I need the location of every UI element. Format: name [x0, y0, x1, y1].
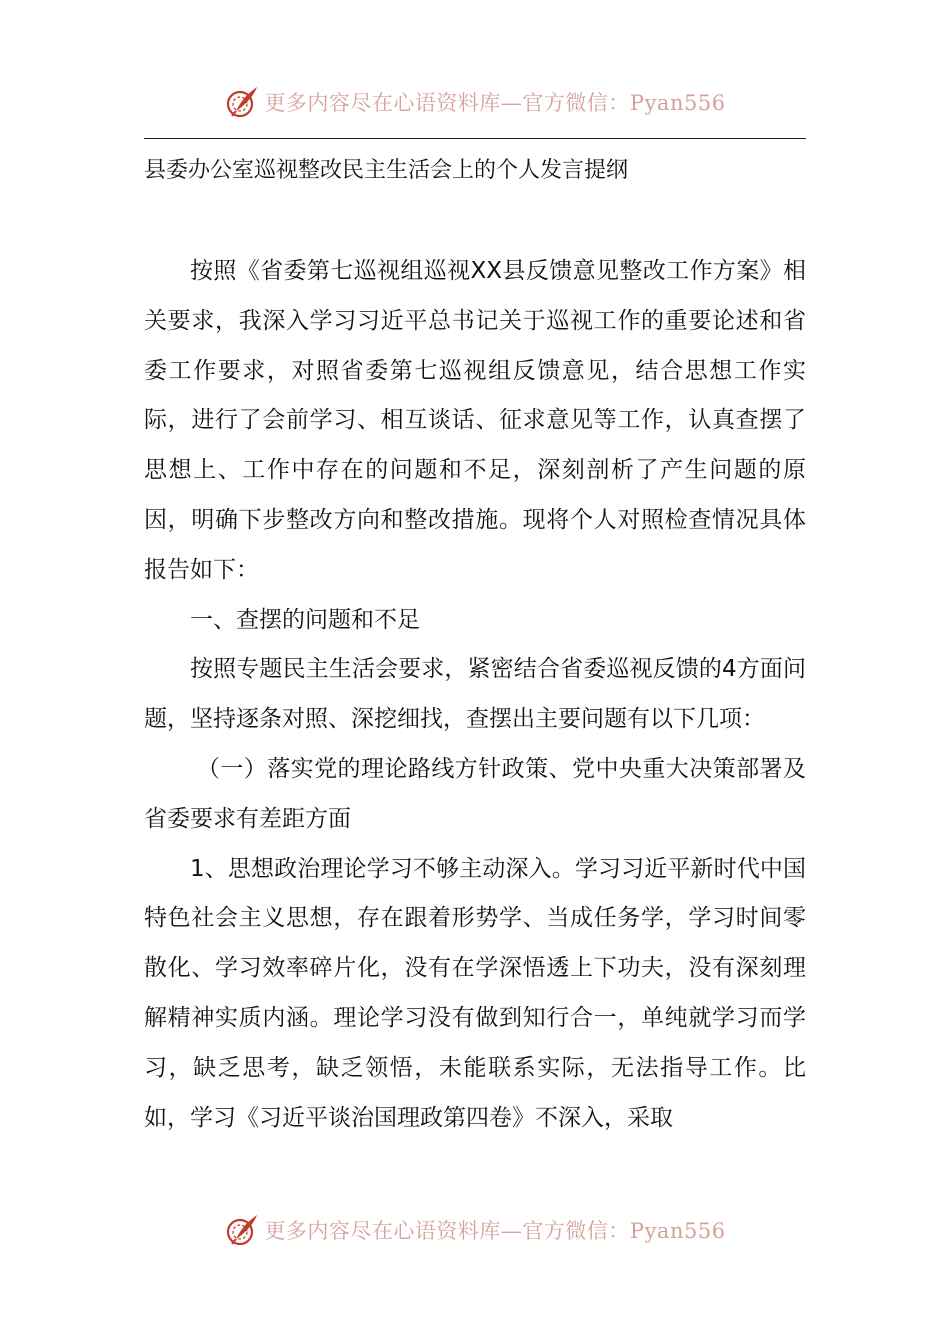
header-watermark-banner [0, 82, 950, 122]
paragraph-intro: 按照《省委第七巡视组巡视XX县反馈意见整改工作方案》相关要求，我深入学习习近平总书记关于巡视工作的重要论述和省委工作要求，对照省委第七巡视组反馈意见，结合思想工作实际，进行了会前学习、相互谈话、征求意见等工作，认真查摆了思想上、工作中存在的问题和不足，深刻剖析了产生问题的原因，明确下步整改方向和整改措施。现将个人对照检查情况具体报告如下： [144, 258, 806, 583]
header-divider [144, 138, 806, 139]
header-banner-text: 更多内容尽在心语资料库—官方微信：Pyan556 [264, 91, 726, 115]
quill-pen-logo-icon [224, 84, 260, 120]
document-body [144, 247, 806, 1143]
quill-pen-logo-icon [224, 1212, 260, 1248]
section-heading-1: 一、查摆的问题和不足 [190, 606, 420, 633]
document-title: 县委办公室巡视整改民主生活会上的个人发言提纲 [144, 158, 629, 183]
subsection-heading-1: （一）落实党的理论路线方针政策、党中央重大决策部署及省委要求有差距方面 [144, 755, 806, 832]
footer-banner-text: 更多内容尽在心语资料库—官方微信：Pyan556 [264, 1219, 726, 1243]
paragraph-item-1: 1、思想政治理论学习不够主动深入。学习习近平新时代中国特色社会主义思想，存在跟着形势学、当成任务学，学习时间零散化、学习效率碎片化，没有在学深悟透上下功夫，没有深刻理解精神实质内涵。理论学习没有做到知行合一，单纯就学习而学习，缺乏思考，缺乏领悟，未能联系实际，无法指导工作。比如，学习《习近平谈治国理政第四卷》不深入，采取 [144, 855, 806, 1131]
footer-watermark-banner [0, 1210, 950, 1250]
paragraph-section-1: 按照专题民主生活会要求，紧密结合省委巡视反馈的4方面问题，坚持逐条对照、深挖细找，查摆出主要问题有以下几项： [144, 656, 806, 733]
